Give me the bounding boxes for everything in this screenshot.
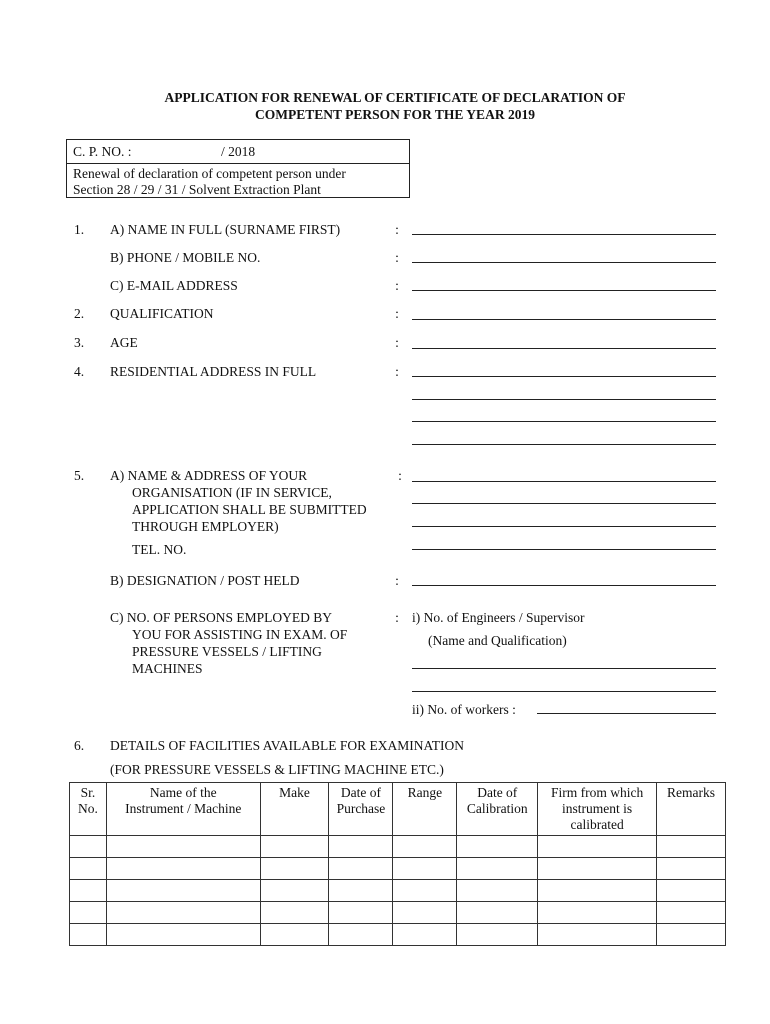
facilities-header-text: Name of the [149, 785, 217, 800]
age-field[interactable] [412, 348, 716, 349]
table-cell[interactable] [70, 924, 107, 946]
designation-field[interactable] [412, 585, 716, 586]
qualification-colon: : [395, 306, 399, 321]
renewal-line-2: Section 28 / 29 / 31 / Solvent Extraction Plant [73, 182, 321, 197]
facilities-header-text: Date of [477, 785, 518, 800]
table-cell[interactable] [538, 924, 657, 946]
table-cell[interactable] [70, 902, 107, 924]
table-cell[interactable] [329, 858, 393, 880]
table-cell[interactable] [260, 858, 329, 880]
table-cell[interactable] [329, 836, 393, 858]
phone-colon: : [395, 250, 399, 265]
table-cell[interactable] [70, 858, 107, 880]
item-number-4: 4. [74, 364, 85, 379]
item-number-6: 6. [74, 738, 85, 753]
designation-label: B) DESIGNATION / POST HELD [110, 573, 300, 588]
facilities-header-cell [538, 783, 657, 836]
table-cell[interactable] [260, 880, 329, 902]
form-title-line2: COMPETENT PERSON FOR THE YEAR 2019 [255, 107, 535, 122]
address-field-line-1[interactable] [412, 376, 716, 377]
tel-no-label: TEL. NO. [132, 542, 187, 557]
item-number-1: 1. [74, 222, 85, 237]
table-row [70, 880, 726, 902]
engineers-sublabel: (Name and Qualification) [428, 633, 567, 648]
organisation-label-line-4: THROUGH EMPLOYER) [132, 519, 279, 534]
facilities-header-text: calibrated [570, 817, 624, 832]
workers-field[interactable] [537, 713, 716, 714]
workers-label: ii) No. of workers : [412, 702, 516, 717]
facilities-header-text: Make [279, 785, 310, 800]
tel-no-field[interactable] [412, 549, 716, 550]
facilities-heading: DETAILS OF FACILITIES AVAILABLE FOR EXAMINATION [110, 738, 465, 753]
age-label: AGE [110, 335, 138, 350]
table-cell[interactable] [657, 902, 726, 924]
phone-field[interactable] [412, 262, 716, 263]
table-cell[interactable] [329, 902, 393, 924]
persons-employed-label-line-3: PRESSURE VESSELS / LIFTING [132, 644, 322, 659]
address-field-line-3[interactable] [412, 421, 716, 422]
facilities-header-text: instrument is [562, 801, 633, 816]
organisation-label-line-2: ORGANISATION (IF IN SERVICE, [132, 485, 332, 500]
table-cell[interactable] [657, 880, 726, 902]
organisation-colon: : [398, 468, 402, 483]
persons-employed-colon: : [395, 610, 399, 625]
table-cell[interactable] [393, 836, 457, 858]
facilities-header-cell [260, 783, 329, 836]
qualification-field[interactable] [412, 319, 716, 320]
table-cell[interactable] [260, 836, 329, 858]
engineers-field-line-1[interactable] [412, 668, 716, 669]
organisation-field-line-3[interactable] [412, 526, 716, 527]
facilities-subheading: (FOR PRESSURE VESSELS & LIFTING MACHINE ETC.) [110, 762, 444, 777]
table-cell[interactable] [538, 880, 657, 902]
email-colon: : [395, 278, 399, 293]
facilities-header-cell [393, 783, 457, 836]
organisation-label-line-1: A) NAME & ADDRESS OF YOUR [110, 468, 308, 483]
table-cell[interactable] [457, 836, 538, 858]
persons-employed-label-line-2: YOU FOR ASSISTING IN EXAM. OF [132, 627, 348, 642]
facilities-header-text: Range [407, 785, 443, 800]
qualification-label: QUALIFICATION [110, 306, 214, 321]
name-field[interactable] [412, 234, 716, 235]
facilities-header-text: Remarks [667, 785, 715, 800]
age-colon: : [395, 335, 399, 350]
table-cell[interactable] [106, 924, 260, 946]
organisation-field-line-1[interactable] [412, 481, 716, 482]
facilities-header-cell [70, 783, 107, 836]
table-cell[interactable] [393, 924, 457, 946]
item-number-2: 2. [74, 306, 85, 321]
facilities-header-text: Instrument / Machine [125, 801, 242, 816]
table-cell[interactable] [106, 902, 260, 924]
organisation-label-line-3: APPLICATION SHALL BE SUBMITTED [132, 502, 367, 517]
persons-employed-label-line-1: C) NO. OF PERSONS EMPLOYED BY [110, 610, 333, 625]
facilities-header-text: Purchase [336, 801, 386, 816]
table-cell[interactable] [538, 858, 657, 880]
cp-number-box [66, 139, 410, 198]
facilities-header-text: Firm from which [550, 785, 644, 800]
address-label: RESIDENTIAL ADDRESS IN FULL [110, 364, 317, 379]
table-cell[interactable] [393, 858, 457, 880]
table-cell[interactable] [657, 836, 726, 858]
item-number-5: 5. [74, 468, 85, 483]
table-cell[interactable] [70, 880, 107, 902]
table-cell[interactable] [538, 836, 657, 858]
table-cell[interactable] [657, 858, 726, 880]
table-cell[interactable] [106, 836, 260, 858]
table-cell[interactable] [260, 902, 329, 924]
email-field[interactable] [412, 290, 716, 291]
table-cell[interactable] [106, 858, 260, 880]
facilities-header-cell [329, 783, 393, 836]
facilities-header-text: Calibration [466, 801, 528, 816]
renewal-line-1: Renewal of declaration of competent person under [73, 166, 346, 181]
email-label: C) E-MAIL ADDRESS [110, 278, 238, 293]
phone-label: B) PHONE / MOBILE NO. [110, 250, 261, 265]
table-cell[interactable] [457, 880, 538, 902]
item-number-3: 3. [74, 335, 85, 350]
facilities-header-text: Date of [340, 785, 381, 800]
table-cell[interactable] [657, 924, 726, 946]
table-row [70, 902, 726, 924]
address-field-line-4[interactable] [412, 444, 716, 445]
persons-employed-label-line-4: MACHINES [132, 661, 203, 676]
table-cell[interactable] [329, 880, 393, 902]
cp-number-label: C. P. NO. : [73, 144, 132, 159]
cp-number-row [67, 140, 409, 164]
table-cell[interactable] [393, 880, 457, 902]
engineers-field-line-2[interactable] [412, 691, 716, 692]
organisation-field-line-2[interactable] [412, 503, 716, 504]
facilities-header-cell [106, 783, 260, 836]
table-cell[interactable] [393, 902, 457, 924]
table-cell[interactable] [70, 836, 107, 858]
renewal-description [67, 164, 409, 200]
table-cell[interactable] [329, 924, 393, 946]
facilities-header-row [70, 783, 726, 836]
facilities-header-text: Sr. [80, 785, 96, 800]
table-cell[interactable] [106, 880, 260, 902]
table-row [70, 858, 726, 880]
address-field-line-2[interactable] [412, 399, 716, 400]
facilities-header-text: No. [78, 801, 98, 816]
table-row [70, 836, 726, 858]
designation-colon: : [395, 573, 399, 588]
table-cell[interactable] [538, 902, 657, 924]
table-row [70, 924, 726, 946]
address-colon: : [395, 364, 399, 379]
facilities-body [70, 836, 726, 946]
facilities-header-cell [457, 783, 538, 836]
name-colon: : [395, 222, 399, 237]
cp-number-year: / 2018 [221, 144, 256, 159]
name-label: A) NAME IN FULL (SURNAME FIRST) [110, 222, 341, 237]
engineers-label: i) No. of Engineers / Supervisor [412, 610, 585, 625]
table-cell[interactable] [260, 924, 329, 946]
table-cell[interactable] [457, 858, 538, 880]
facilities-table [69, 782, 726, 946]
facilities-header-cell [657, 783, 726, 836]
table-cell[interactable] [457, 924, 538, 946]
table-cell[interactable] [457, 902, 538, 924]
form-title-line1: APPLICATION FOR RENEWAL OF CERTIFICATE OF DECLARATION OF [164, 90, 626, 105]
